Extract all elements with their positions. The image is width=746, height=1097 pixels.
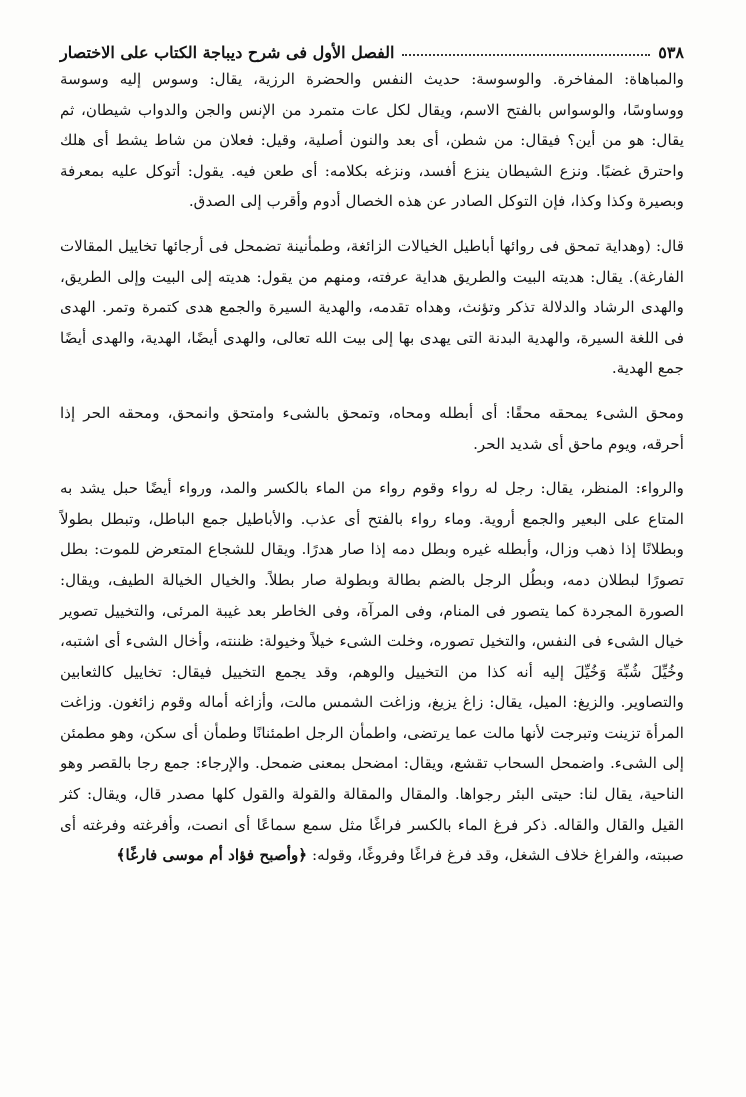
- paragraph-1: والمباهاة: المفاخرة. والوسوسة: حديث النفس والحضرة الرزية، يقال: وسوس إليه وسوسة ووساوسًا، والوسواس بالفتح الاسم، ويقال لكل عات متمرد من الإنس والجن والدواب شيطان، ثم يقال: هو من أين؟ فيقال: من شطن، أى بعد والنون أصلية، وقيل: فعلان من شاط يشط أى هلك واحترق غضبًا. ونزع الشيطان ينزع أفسد، ونزغه بكلامه: أى طعن فيه. يقول: أتوكل عليه بمعرفة وبصيرة وكذا وكذا، فإن التوكل الصادر عن هذه الخصال أدوم وأقرب إلى الصدق.: [60, 70, 684, 211]
- running-header: [60, 28, 684, 62]
- quran-verse: ﴿وأصبح فؤاد أم موسى فارغًا﴾: [116, 846, 308, 865]
- paragraph-4-text: والرواء: المنظر، يقال: رجل له رواء وقوم رواء من الماء بالكسر والمد، ورواء أيضًا حبل يشد به المتاع على البعير والجمع أروية. وماء رواء بالفتح أى عذب. والأباطيل جمع الباطل، وتبطل بطولاً وبطلانًا إذا ذهب وزال، وأبطله غيره وبطل دمه إذا صار هدرًا. ويقال للشجاع المتعرض للموت: بطل تصورًا لبطلان دمه، وبطُل الرجل بالضم بطالة وبطولة صار بطلاً. والخيال الخيالة الطيف، ويقال: الصورة المجردة كما يتصور فى المنام، وفى المرآة، وفى الخاطر بعد غيبة المرئى، والتخييل تصوير خيال الشىء فى النفس، والتخيل تصوره، وخلت الشىء خيلاً وخيولة: ظننته، وأخال الشىء أى اشتبه، وخُيِّلَ شُبِّهَ وَخُيِّلَ إليه أنه كذا من التخييل والوهم، وقد يجمع التخييل فيقال: تخاييل كالثعابين والتصاوير. والزيغ: الميل، يقال: زاغ يزيغ، وزاغت الشمس مالت، وأزاغه أماله وقوم زائغون. وزاغت المرأة تزينت وتبرجت لأنها مالت عما يرتضى، واطمأن الرجل اطمئنانًا وطمأن أى سكن، وهو مطمئن إلى الشىء. واضمحل السحاب تقشع، ويقال: امضحل بمعنى ضمحل. والإرجاء: جمع رجا بالقصر وهو الناحية، يقال لنا: حيتى البئر رجواها. والمقال والمقالة والقولة والقول كلها مصدر قال، ويقال: كثر القيل والقال والقاله. ذكر فرغ الماء بالكسر فراغًا مثل سمع سماعًا أى انصت، وأفرغته وفرغته أى صببته، والفراغ خلاف الشغل، وقد فرغ فراغًا وفروغًا، وقوله:: [60, 479, 684, 865]
- page-number: ٥٣٨: [658, 43, 684, 62]
- header-leader-dots: [402, 53, 650, 56]
- paragraph-3: ومحق الشىء يمحقه محقًا: أى أبطله ومحاه، وتمحق بالشىء وامتحق وانمحق، ومحقه الحر إذا أحرقه، ويوم ماحق أى شديد الحر.: [60, 403, 684, 453]
- paragraph-2: قال: (وهداية تمحق فى روائها أباطيل الخيالات الزائغة، وطمأنينة تضمحل فى أرجائها تخاييل المقالات الفارغة). يقال: هديته البيت والطريق هداية عرفته، ومنهم من يقول: هديته إلى البيت وإلى الطريق، والهدى الرشاد والدلالة تذكر وتؤنث، وهداه تقدمه، والهدية السيرة والجمع هدى كتمرة وتمر. الهدى فى اللغة السيرة، والهدية البدنة التى يهدى بها إلى بيت الله تعالى، والهدى أيضًا، الهدية، والهدى أيضًا جمع الهدية.: [60, 236, 684, 378]
- chapter-title: الفصل الأول فى شرح ديباجة الكتاب على الاختصار: [60, 43, 395, 62]
- page-body: [60, 64, 684, 871]
- paragraph-4: [60, 473, 684, 871]
